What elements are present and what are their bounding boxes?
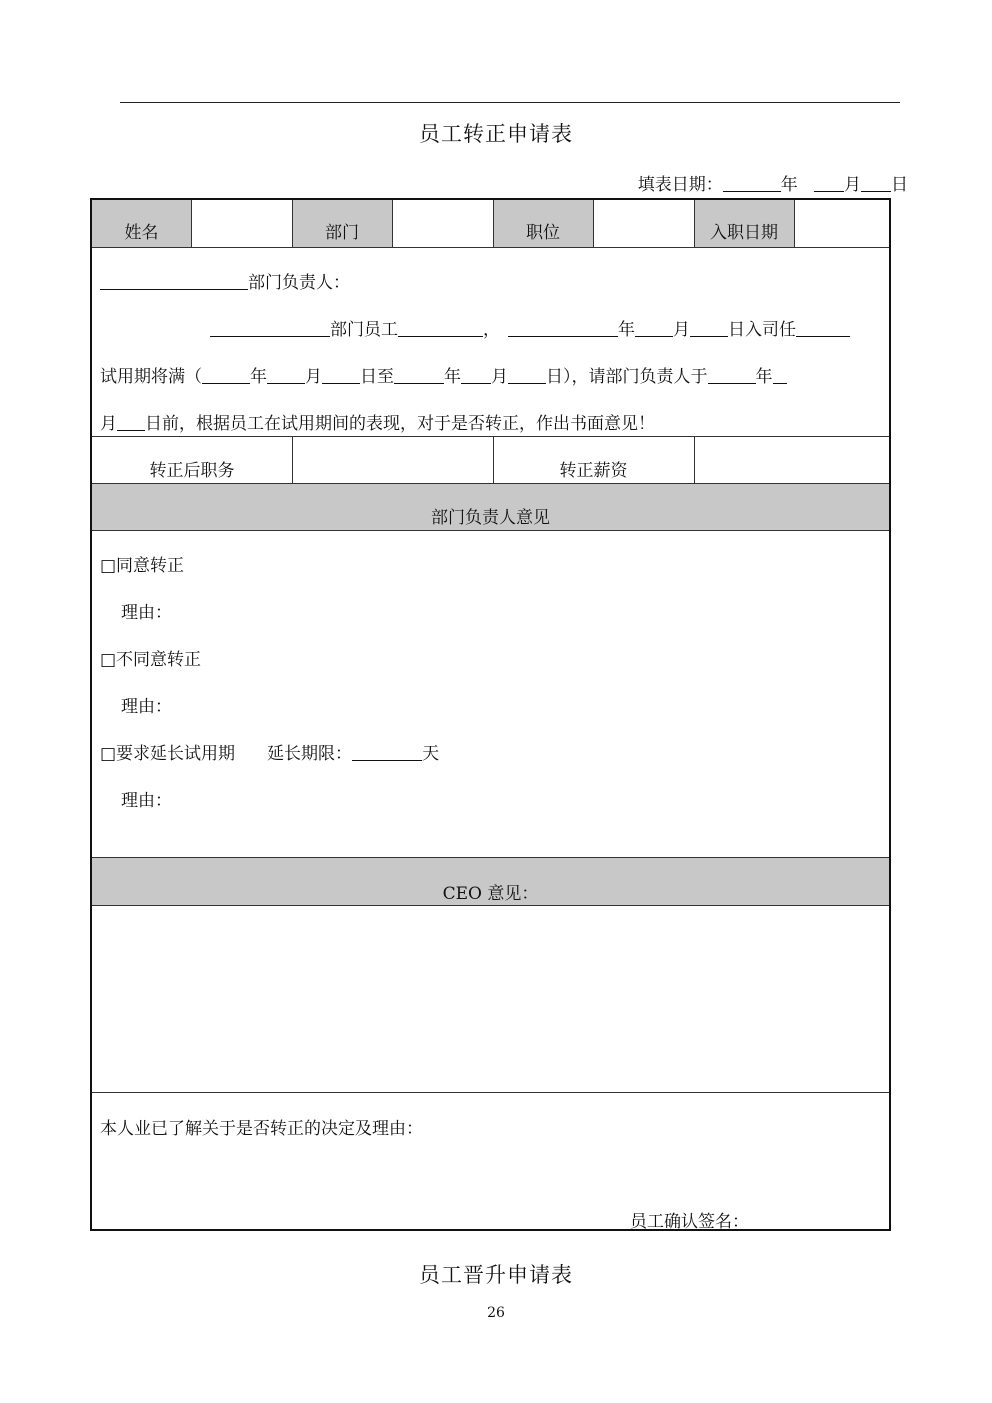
name-field[interactable] — [192, 204, 292, 244]
notice-line-2 — [210, 315, 850, 340]
disagree-checkbox[interactable]: □不同意转正 — [100, 650, 202, 670]
notice-end-day-blank[interactable] — [508, 366, 546, 384]
notice-month: 月 — [673, 320, 690, 340]
notice-month-2: 月 — [491, 367, 508, 387]
notice-line-3 — [100, 362, 787, 387]
signature-field[interactable] — [772, 1200, 882, 1224]
extend-days-blank[interactable] — [352, 743, 422, 761]
next-form-title: 员工晋升申请表 — [419, 1263, 573, 1287]
notice-day-to: 日至 — [360, 367, 394, 387]
notice-start-year-blank[interactable] — [202, 366, 250, 384]
dept-opinion-header: 部门负责人意见 — [431, 508, 550, 528]
post-salary-field[interactable] — [695, 438, 891, 482]
notice-dept-employee: 部门员工 — [330, 320, 398, 340]
page-number: 26 — [487, 1305, 505, 1321]
notice-end-month-blank[interactable] — [461, 366, 491, 384]
notice-role-blank[interactable] — [796, 319, 850, 337]
divider — [191, 200, 192, 247]
post-salary-label: 转正薪资 — [559, 461, 628, 481]
post-position-label: 转正后职务 — [149, 461, 235, 481]
divider — [292, 436, 293, 483]
notice-join-year-blank[interactable] — [508, 319, 618, 337]
notice-line-4 — [100, 409, 655, 434]
notice-deadline-year-blank[interactable] — [708, 366, 756, 384]
notice-join-day-blank[interactable] — [690, 319, 728, 337]
notice-year-3: 年 — [755, 367, 773, 387]
divider — [694, 436, 695, 483]
divider — [92, 247, 889, 248]
notice-month-4: 月 — [100, 414, 117, 434]
divider — [794, 200, 795, 247]
fill-date-day-blank[interactable] — [861, 174, 891, 192]
divider — [392, 200, 393, 247]
extend-checkbox[interactable]: □要求延长试用期 — [100, 744, 236, 764]
notice-probation-prefix: 试用期将满（ — [100, 367, 202, 387]
page-title: 员工转正申请表 — [419, 122, 573, 146]
notice-dept-blank[interactable] — [100, 272, 248, 290]
hire-date-field[interactable] — [795, 204, 891, 244]
agree-checkbox[interactable]: □同意转正 — [100, 556, 185, 576]
notice-year: 年 — [618, 320, 635, 340]
department-field[interactable] — [393, 204, 493, 244]
notice-dept2-blank[interactable] — [210, 319, 330, 337]
divider — [694, 200, 695, 247]
divider — [92, 905, 889, 906]
notice-instruction: 日前，根据员工在试用期间的表现，对于是否转正，作出书面意见！ — [145, 414, 655, 434]
notice-comma: ， — [483, 320, 500, 340]
fill-date-day: 日 — [891, 175, 908, 195]
notice-line-1 — [100, 268, 350, 293]
position-field[interactable] — [594, 204, 694, 244]
notice-year-2: 年 — [444, 367, 461, 387]
notice-join-month-blank[interactable] — [635, 319, 673, 337]
agree-reason-label: 理由： — [121, 603, 172, 623]
ceo-opinion-header: CEO 意见： — [442, 884, 539, 904]
acknowledge-text: 本人业已了解关于是否转正的决定及理由： — [100, 1119, 423, 1139]
disagree-reason-label: 理由： — [121, 697, 172, 717]
notice-end-year-blank[interactable] — [394, 366, 444, 384]
notice-start-month-blank[interactable] — [267, 366, 305, 384]
post-position-field[interactable] — [293, 438, 493, 482]
notice-start-day-blank[interactable] — [322, 366, 360, 384]
divider — [92, 530, 889, 531]
notice-employee-blank[interactable] — [398, 319, 483, 337]
fill-date — [638, 170, 908, 195]
notice-year-1: 年 — [250, 367, 267, 387]
extend-unit: 天 — [422, 744, 440, 764]
fill-date-label: 填表日期： — [637, 175, 723, 195]
notice-deadline-year-tail-blank[interactable] — [773, 366, 787, 384]
hire-date-label: 入职日期 — [710, 223, 778, 243]
divider — [92, 1092, 889, 1093]
notice-request-text: 日），请部门负责人于 — [546, 367, 708, 387]
notice-month-1: 月 — [305, 367, 322, 387]
fill-date-year: 年 — [780, 175, 798, 195]
ceo-opinion-field[interactable] — [96, 910, 885, 1085]
extend-reason-label: 理由： — [121, 791, 172, 811]
divider — [292, 200, 293, 247]
fill-date-month-blank[interactable] — [814, 174, 844, 192]
notice-deadline-day-blank[interactable] — [117, 413, 145, 431]
signature-label: 员工确认签名： — [630, 1212, 749, 1232]
extend-term-label: 延长期限： — [267, 744, 353, 764]
name-label: 姓名 — [124, 223, 159, 243]
position-label: 职位 — [526, 223, 560, 243]
header-rule — [120, 102, 900, 103]
divider — [493, 436, 494, 483]
notice-day-join: 日入司任 — [728, 320, 796, 340]
department-label: 部门 — [325, 223, 359, 243]
application-form — [90, 198, 891, 1231]
divider — [493, 200, 494, 247]
notice-dept-head-label: 部门负责人： — [248, 273, 350, 293]
divider — [593, 200, 594, 247]
fill-date-year-blank[interactable] — [723, 174, 781, 192]
fill-date-month: 月 — [844, 175, 861, 195]
divider — [92, 436, 889, 437]
extend-line — [100, 739, 439, 764]
